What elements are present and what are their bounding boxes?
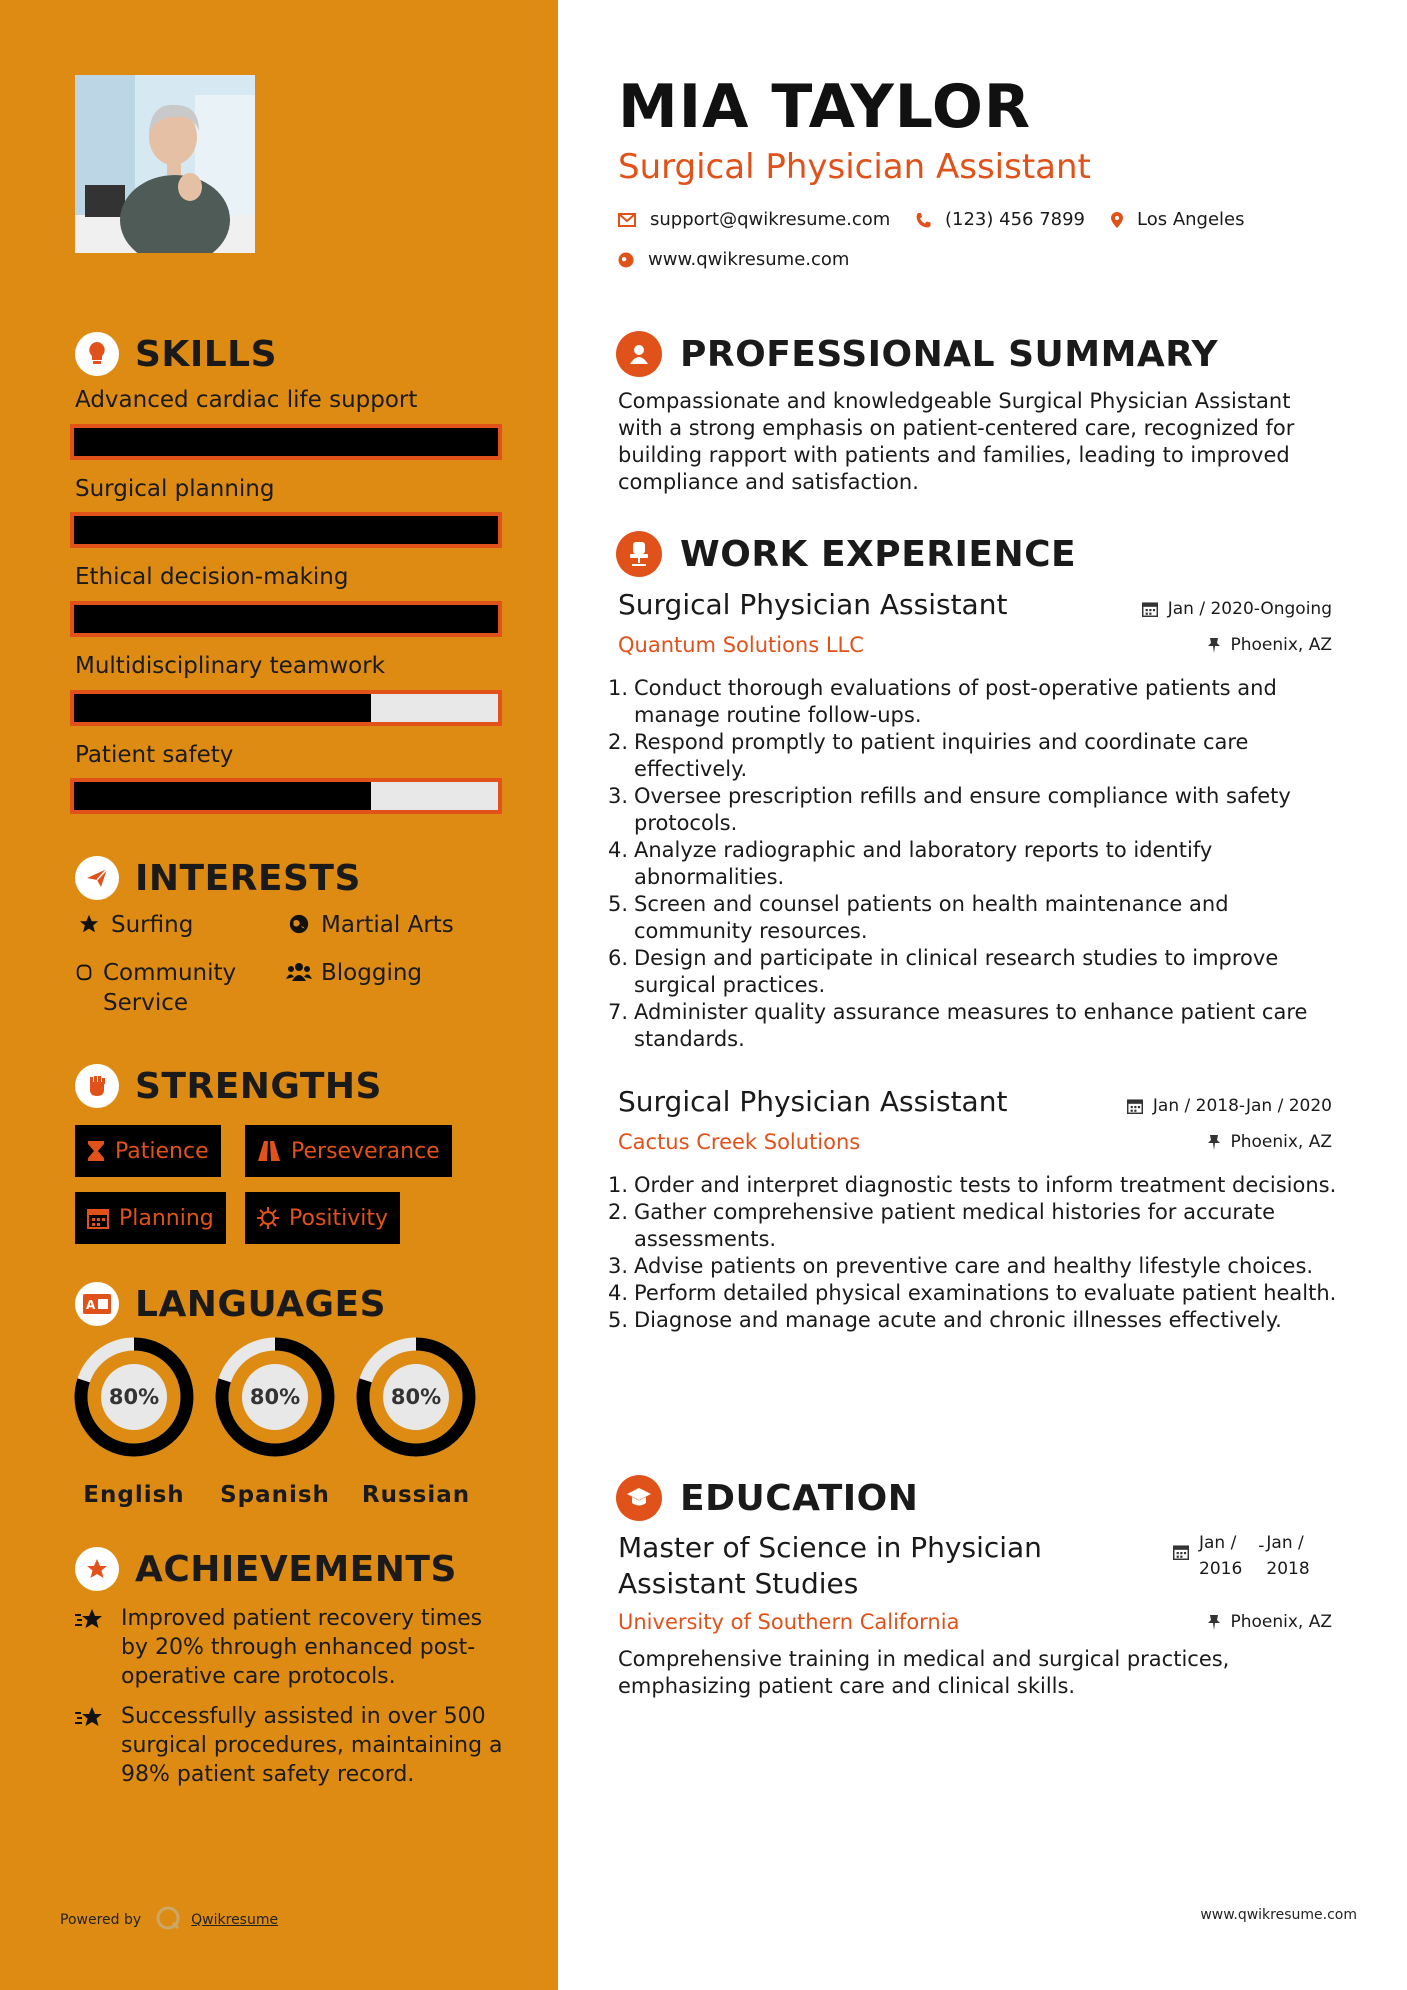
- graduation-cap-icon: [616, 1475, 662, 1521]
- job-title: Surgical Physician Assistant: [618, 588, 1008, 621]
- list-item: 2. Respond promptly to patient inquiries and coordinate care effectively.: [608, 730, 1249, 781]
- language-name: Spanish: [220, 1482, 330, 1508]
- skill-bar: [70, 601, 502, 637]
- job-dates-text: Jan / 2018-Jan / 2020: [1152, 1096, 1332, 1116]
- language-name: Russian: [361, 1482, 471, 1508]
- interest-item: [75, 910, 193, 940]
- candidate-role: Surgical Physician Assistant: [618, 147, 1091, 187]
- list-item: 1. Conduct thorough evaluations of post-operative patients and manage routine follow-ups.: [608, 676, 1277, 727]
- achievement-item: [75, 1604, 505, 1691]
- education-description: Comprehensive training in medical and surgical practices, emphasizing patient care and clinical skills.: [618, 1647, 1230, 1698]
- star-burst-icon: [75, 1702, 109, 1739]
- skill-label: Advanced cardiac life support: [75, 387, 418, 413]
- experience-title: WORK EXPERIENCE: [680, 533, 1077, 575]
- qwikresume-logo-icon: [155, 1905, 181, 1935]
- calendar-icon: [1142, 601, 1158, 617]
- svg-text:A: A: [86, 1298, 96, 1312]
- lightbulb-icon: [75, 332, 119, 376]
- fist-icon: [75, 1064, 119, 1108]
- skill-fill: [74, 782, 371, 810]
- pushpin-icon: [1208, 1134, 1220, 1150]
- interest-label: Martial Arts: [321, 912, 454, 938]
- language-percent: 80%: [249, 1385, 301, 1409]
- language-item: [355, 1336, 477, 1508]
- skills-heading: [75, 329, 277, 379]
- education-location: [1208, 1612, 1332, 1632]
- achievement-item: [75, 1702, 505, 1789]
- paper-plane-icon: [75, 856, 119, 900]
- contact-email: [618, 209, 890, 230]
- list-item: 3. Oversee prescription refills and ensure compliance with safety protocols.: [608, 784, 1291, 835]
- summary-title: PROFESSIONAL SUMMARY: [680, 333, 1219, 375]
- list-item: 3. Advise patients on preventive care and healthy lifestyle choices.: [608, 1254, 1314, 1278]
- skill-label: Patient safety: [75, 742, 234, 768]
- strength-label: Planning: [119, 1205, 214, 1231]
- school-name: University of Southern California: [618, 1610, 960, 1634]
- company-name: Cactus Creek Solutions: [618, 1130, 861, 1154]
- list-item: 7. Administer quality assurance measures to enhance patient care standards.: [608, 1000, 1308, 1051]
- list-item: 1. Order and interpret diagnostic tests to inform treatment decisions.: [608, 1173, 1337, 1197]
- users-icon: [285, 958, 313, 983]
- skill-fill: [74, 605, 498, 633]
- achievements-title: ACHIEVEMENTS: [135, 1548, 457, 1590]
- strength-badge: [245, 1125, 452, 1177]
- interests-title: INTERESTS: [135, 857, 361, 899]
- skill-fill: [74, 516, 498, 544]
- company-name: Quantum Solutions LLC: [618, 633, 864, 657]
- calendar-icon: [1127, 1098, 1143, 1114]
- profile-photo: [75, 75, 255, 253]
- skill-bar: [70, 512, 502, 548]
- pushpin-icon: [1208, 637, 1220, 653]
- contact-location: [1111, 209, 1245, 230]
- translate-icon: [75, 1282, 119, 1326]
- hand-icon: [73, 958, 95, 983]
- language-item: [214, 1336, 336, 1508]
- skill-label: Ethical decision-making: [75, 564, 349, 590]
- strengths-heading: [75, 1061, 382, 1111]
- candidate-name: MIA TAYLOR: [618, 72, 1032, 142]
- strength-label: Positivity: [289, 1205, 389, 1231]
- job-bullets: [608, 1172, 1348, 1334]
- skill-bar: [70, 424, 502, 460]
- achievement-text: Successfully assisted in over 500 surgical procedures, maintaining a 98% patient safety record.: [121, 1704, 503, 1787]
- phone-icon: [915, 212, 931, 228]
- job-location: [1208, 1132, 1332, 1152]
- email-text[interactable]: support@qwikresume.com: [650, 209, 891, 230]
- pushpin-icon: [1208, 1614, 1220, 1630]
- powered-by: [60, 1905, 278, 1935]
- contact-website: [618, 249, 849, 270]
- strengths-title: STRENGTHS: [135, 1065, 382, 1107]
- education-title: EDUCATION: [680, 1477, 919, 1519]
- globe-icon: [285, 910, 313, 935]
- sidebar: [0, 0, 558, 1990]
- skill-bar: [70, 690, 502, 726]
- education-heading: [616, 1473, 918, 1523]
- languages-title: LANGUAGES: [135, 1283, 387, 1325]
- language-percent: 80%: [108, 1385, 160, 1409]
- phone-text: (123) 456 7899: [945, 209, 1086, 230]
- interest-label: Community Service: [103, 960, 237, 1016]
- job-dates: [1142, 599, 1332, 619]
- skill-label: Surgical planning: [75, 476, 275, 502]
- job-dates: [1127, 1096, 1332, 1116]
- summary-text: Compassionate and knowledgeable Surgical Physician Assistant with a strong emphasis on patient-centered care, recognized for building rapport with patients and families, leading to improved compliance and satisfaction.: [618, 389, 1295, 494]
- interest-item: [73, 958, 273, 1018]
- job-location-text: Phoenix, AZ: [1230, 1132, 1332, 1152]
- education-dates: [1173, 1530, 1310, 1582]
- user-icon: [616, 331, 662, 377]
- list-item: 4. Analyze radiographic and laboratory reports to identify abnormalities.: [608, 838, 1213, 889]
- location-text: Los Angeles: [1137, 209, 1245, 230]
- footer-website[interactable]: www.qwikresume.com: [1200, 1907, 1357, 1923]
- list-item: 5. Diagnose and manage acute and chronic illnesses effectively.: [608, 1308, 1282, 1332]
- skill-label: Multidisciplinary teamwork: [75, 653, 385, 679]
- star-icon: [75, 910, 103, 935]
- sun-icon: [257, 1207, 279, 1229]
- job-dates-text: Jan / 2020-Ongoing: [1167, 599, 1332, 619]
- envelope-icon: [618, 213, 636, 227]
- end-date: Jan / 2018: [1266, 1533, 1310, 1579]
- list-item: 2. Gather comprehensive patient medical histories for accurate assessments.: [608, 1200, 1276, 1251]
- website-text[interactable]: www.qwikresume.com: [648, 249, 850, 270]
- start-date: Jan / 2016: [1199, 1533, 1243, 1579]
- job-location: [1208, 635, 1332, 655]
- strength-badge: [75, 1192, 226, 1244]
- hourglass-icon: [87, 1140, 105, 1162]
- trophy-star-icon: [75, 1547, 119, 1591]
- language-percent: 80%: [390, 1385, 442, 1409]
- office-chair-icon: [616, 531, 662, 577]
- road-icon: [257, 1141, 281, 1161]
- map-pin-icon: [1111, 212, 1123, 228]
- degree-title: Master of Science in Physician Assistant Studies: [618, 1531, 1042, 1600]
- achievement-text: Improved patient recovery times by 20% through enhanced post-operative care protocols.: [121, 1606, 483, 1689]
- list-item: 6. Design and participate in clinical research studies to improve surgical practices.: [608, 946, 1279, 997]
- star-burst-icon: [75, 1604, 109, 1641]
- globe-icon: [618, 252, 634, 268]
- interest-item: [285, 958, 422, 988]
- job-bullets: [608, 675, 1348, 1053]
- list-item: 5. Screen and counsel patients on health maintenance and community resources.: [608, 892, 1229, 943]
- strength-label: Patience: [115, 1138, 209, 1164]
- skill-fill: [74, 694, 371, 722]
- qwikresume-link[interactable]: Qwikresume: [191, 1912, 279, 1928]
- list-item: 4. Perform detailed physical examinations to evaluate patient health.: [608, 1281, 1337, 1305]
- skill-fill: [74, 428, 498, 456]
- language-item: [73, 1336, 195, 1508]
- main-content: [558, 0, 1407, 1990]
- job-title: Surgical Physician Assistant: [618, 1085, 1008, 1118]
- date-dash: -: [1258, 1536, 1265, 1556]
- interest-label: Surfing: [111, 912, 194, 938]
- interest-label: Blogging: [321, 960, 423, 986]
- achievements-heading: [75, 1544, 457, 1594]
- strength-badge: [245, 1192, 400, 1244]
- skills-title: SKILLS: [135, 333, 278, 375]
- strength-label: Perseverance: [291, 1138, 440, 1164]
- job-location-text: Phoenix, AZ: [1230, 635, 1332, 655]
- language-name: English: [83, 1482, 185, 1508]
- strength-badge: [75, 1125, 221, 1177]
- education-location-text: Phoenix, AZ: [1230, 1612, 1332, 1632]
- interests-heading: [75, 853, 361, 903]
- calendar-icon: [1173, 1530, 1189, 1565]
- calendar-icon: [87, 1207, 109, 1229]
- summary-heading: [616, 329, 1218, 379]
- powered-by-text: Powered by: [60, 1912, 142, 1928]
- languages-heading: [75, 1279, 386, 1329]
- contact-phone: [915, 209, 1085, 230]
- interest-item: [285, 910, 454, 940]
- experience-heading: [616, 529, 1076, 579]
- skill-bar: [70, 778, 502, 814]
